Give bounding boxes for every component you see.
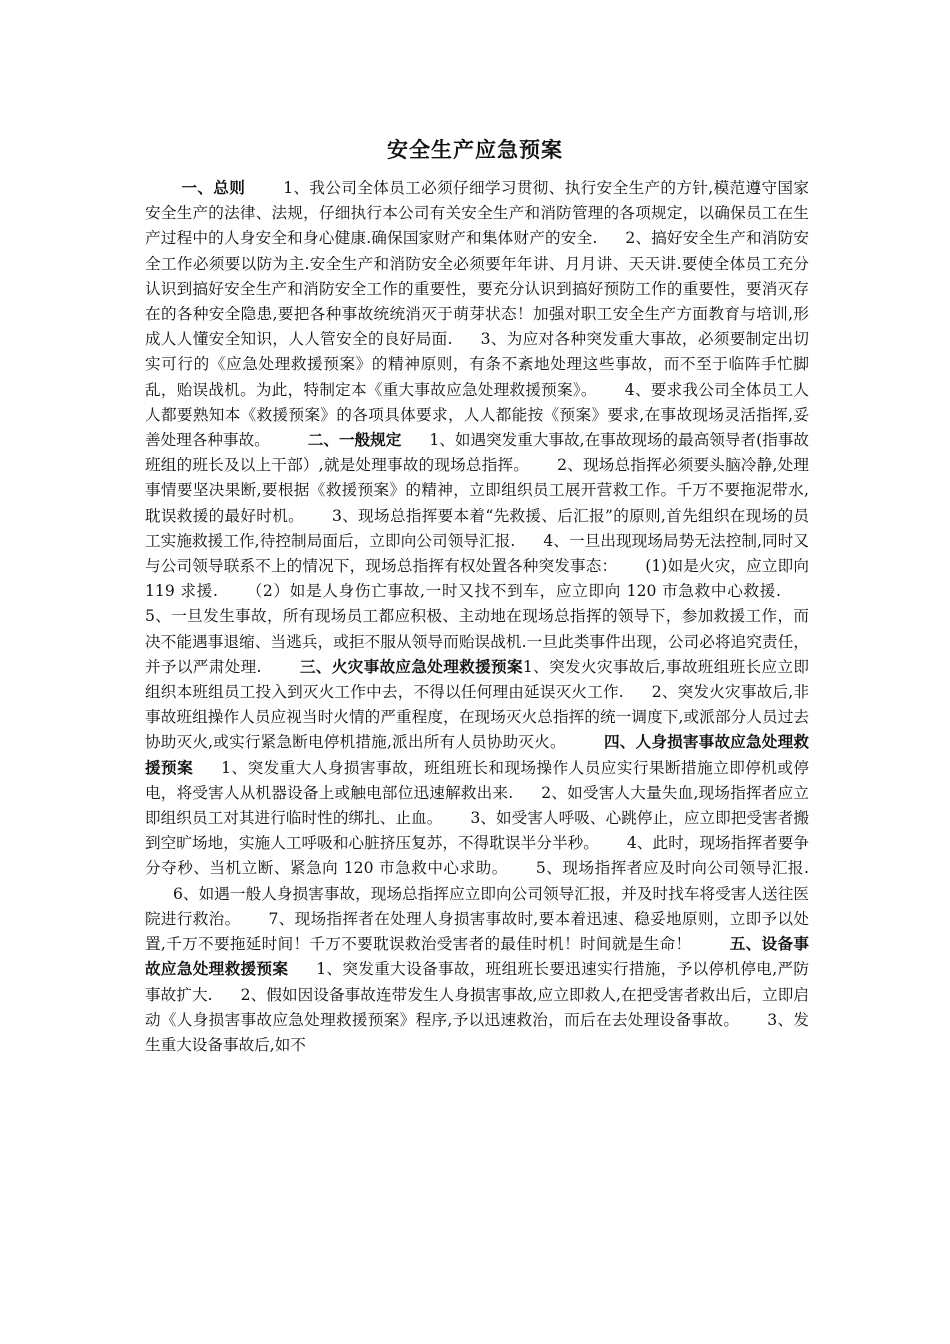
section-heading-injury: 四、人身损害事故应急处理救援预案 <box>145 733 809 777</box>
paragraph-text: 3、为应对各种突发重大事故，必须要制定出切实可行的《应急处理救援预案》的精神原则，有条不紊地处理这些事故，而不至于临阵手忙脚乱，贻误战机。为此，特制定本《重大事故应急处理救援预案》。 <box>145 330 810 399</box>
document-title: 安全生产应急预案 <box>387 138 563 162</box>
paragraph-text: 2、搞好安全生产和消防安全工作必须要以防为主.安全生产和消防安全必须要年年讲、月月讲、天天讲.要使全体员工充分认识到搞好安全生产和消防安全工作的重要性，要充分认识到搞好预防工作的重要性，要消灭存在的各种安全隐患,要把各种事故统统消灭于萌芽状态！加强对职工安全生产方面教育与培训,形成人人懂安全知识，人人管安全的良好局面. <box>145 229 809 349</box>
paragraph-text: 5、一旦发生事故，所有现场员工都应积极、主动地在现场总指挥的领导下，参加救援工作，而决不能遇事退缩、当逃兵，或拒不服从领导而贻误战机.一旦此类事件出现，公司必将追究责任，并予以严肃处理. <box>145 607 809 676</box>
paragraph-text: 2、现场总指挥必须要头脑冷静,处理事情要坚决果断,要根据《救援预案》的精神，立即组织员工展开营救工作。千万不要拖泥带水,耽误救援的最好时机。 <box>145 456 809 525</box>
section-heading-equipment: 五、设备事故应急处理救援预案 <box>145 935 809 979</box>
paragraph-text: 4、要求我公司全体员工人人都要熟知本《救援预案》的各项具体要求，人人都能按《预案》要求,在事故现场灵活指挥,妥善处理各种事故。 <box>145 380 810 450</box>
section-heading-general-rules: 二、一般规定 <box>307 431 402 450</box>
paragraph-text: 2、如受害人大量失血,现场指挥者应立即组织员工对其进行临时性的绑扎、止血。 <box>145 783 809 828</box>
paragraph-text: 2、突发火灾事故后,非事故班组操作人员应视当时火情的严重程度，在现场灭火总指挥的统一调度下,或派部分人员过去协助灭火,或实行紧急断电停机措施,派出所有人员协助灭火。 <box>145 683 809 752</box>
document-body <box>145 176 814 1058</box>
paragraph-text: 7、现场指挥者在处理人身损害事故时,要本着迅速、稳妥地原则，立即予以处置,千万不要拖延时间！千万不要耽误救治受害者的最佳时机！时间就是生命！ <box>145 909 809 954</box>
section-heading-general: 一、总则 <box>181 179 246 197</box>
paragraph-text: 1、如遇突发重大事故,在事故现场的最高领导者(指事故班组的班长及以上干部）,就是处理事故的现场总指挥。 <box>145 431 809 475</box>
paragraph-text: 5、现场指挥者应及时向公司领导汇报. <box>535 859 809 878</box>
paragraph-text: (1)如是火灾，应立即向 119 求援. <box>145 557 814 601</box>
paragraph-text: 1、突发重大设备事故，班组班长要迅速实行措施，予以停机停电,严防事故扩大. <box>145 960 809 1004</box>
paragraph-text: 4、一旦出现现场局势无法控制,同时又与公司领导联系不上的情况下，现场总指挥有权处置各种突发事态： <box>145 531 809 576</box>
paragraph-text: 1、突发重大人身损害事故，班组班长和现场操作人员应实行果断措施立即停机或停电，将受害人从机器设备上或触电部位迅速解救出来. <box>145 758 809 802</box>
paragraph-text: 3、如受害人呼吸、心跳停止，应立即把受害者搬到空旷场地，实施人工呼吸和心脏挤压复苏，不得耽误半分半秒。 <box>145 809 809 853</box>
section-heading-fire: 三、火灾事故应急处理救援预案 <box>299 657 523 676</box>
paragraph-text: 3、现场总指挥要本着“先救援、后汇报”的原则,首先组织在现场的员工实施救援工作,待控制局面后，立即向公司领导汇报. <box>145 506 809 550</box>
paragraph-text: （2）如是人身伤亡事故,一时又找不到车，应立即向 120 市急救中心救援. <box>245 582 782 601</box>
paragraph-text: 2、假如因设备事故连带发生人身损害事故,应立即救人,在把受害者救出后，立即启动《人身损害事故应急处理救援预案》程序,予以迅速救治，而后在去处理设备事故。 <box>145 985 809 1029</box>
paragraph-text: 1、我公司全体员工必须仔细学习贯彻、执行安全生产的方针,模范遵守国家安全生产的法律、法规，仔细执行本公司有关安全生产和消防管理的各项规定，以确保员工在生产过程中的人身安全和身心健康.确保国家财产和集体财产的安全. <box>145 179 809 248</box>
paragraph-text: 4、此时，现场指挥者要争分夺秒、当机立断、紧急向 120 市急救中心求助。 <box>145 834 809 878</box>
paragraph-text: 3、发生重大设备事故后,如不 <box>145 1010 809 1054</box>
paragraph-text: 1、突发火灾事故后,事故班组班长应立即组织本班组员工投入到灭火工作中去，不得以任何理由延误灭火工作. <box>145 657 809 702</box>
paragraph-text: 6、如遇一般人身损害事故，现场总指挥应立即向公司领导汇报，并及时找车将受害人送往医院进行救治。 <box>145 884 809 928</box>
